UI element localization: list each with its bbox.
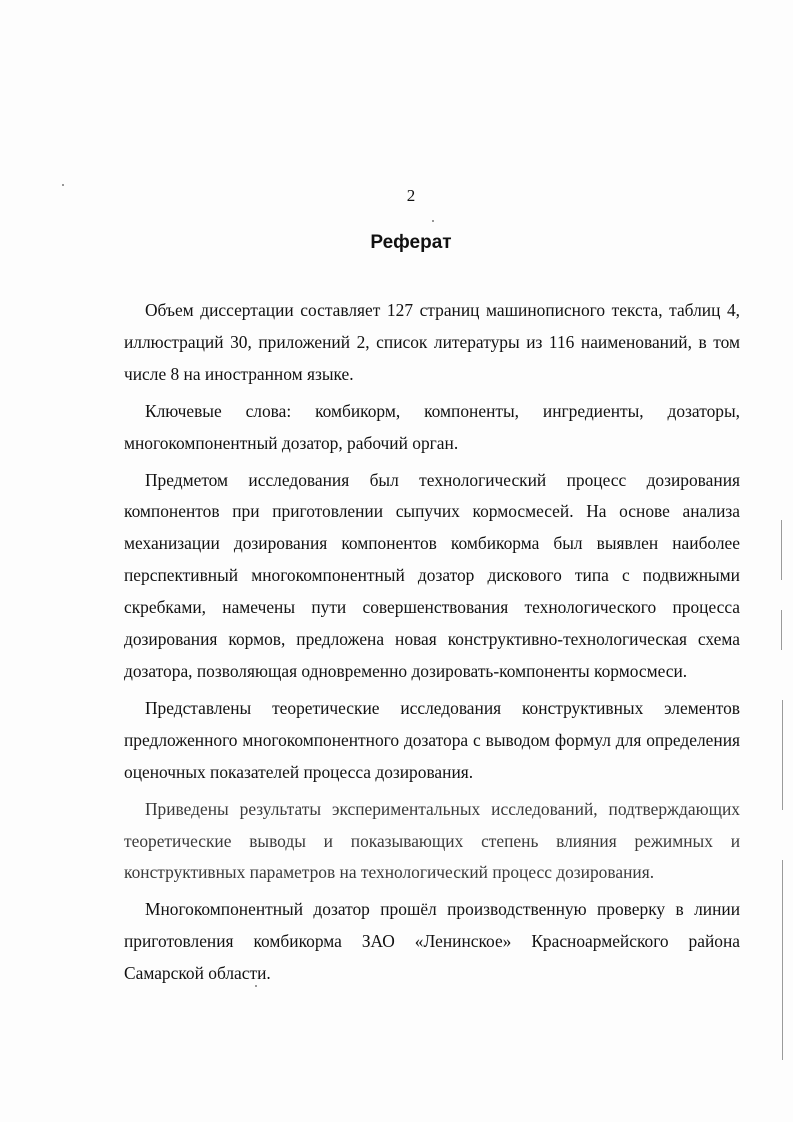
scan-artifact-dot	[62, 184, 64, 186]
scan-artifact-dot	[255, 985, 257, 987]
paragraph-production-test: Многокомпонентный дозатор прошёл производственную проверку в линии приготовления комбикорма ЗАО «Ленинское» Красноармейского района Самарской области.	[124, 899, 740, 984]
paragraph-theory: Представлены теоретические исследования конструктивных элементов предложенного многокомпонентного дозатора с выводом формул для определения оценочных показателей процесса дозирования.	[124, 697, 740, 782]
page-title: Реферат	[370, 232, 452, 253]
paragraph-experiments: Приведены результаты экспериментальных исследований, подтверждающих теоретические выводы и показывающих степень влияния режимных и конструктивных параметров на технологический процесс дозирования.	[124, 798, 740, 883]
paragraph-volume: Объем диссертации составляет 127 страниц машинописного текста, таблиц 4, иллюстраций 30, приложений 2, список литературы из 116 наименований, в том числе 8 на иностранном языке.	[124, 300, 740, 384]
paragraph-keywords: Ключевые слова: комбикорм, компоненты, ингредиенты, дозаторы, многокомпонентный дозатор, рабочий орган.	[124, 400, 740, 453]
abstract-body	[124, 295, 740, 995]
scan-artifact-line	[782, 860, 783, 1060]
scan-artifact-line	[781, 610, 782, 650]
paragraph-subject: Предметом исследования был технологический процесс дозирования компонентов при приготовлении сыпучих кормосмесей. На основе анализа механизации дозирования компонентов комбикорма был выявлен наиболее перспективный многокомпонентный дозатор дискового типа с подвижными скребками, намечены пути совершенствования технологического процесса дозирования кормов, предложена новая конструктивно-технологическая схема дозатора, позволяющая одновременно дозировать-компоненты кормосмеси.	[124, 469, 740, 681]
scan-artifact-line	[781, 520, 782, 580]
page-number: 2	[406, 186, 416, 205]
scan-artifact-line	[782, 700, 783, 810]
scan-artifact-dot	[432, 220, 434, 222]
